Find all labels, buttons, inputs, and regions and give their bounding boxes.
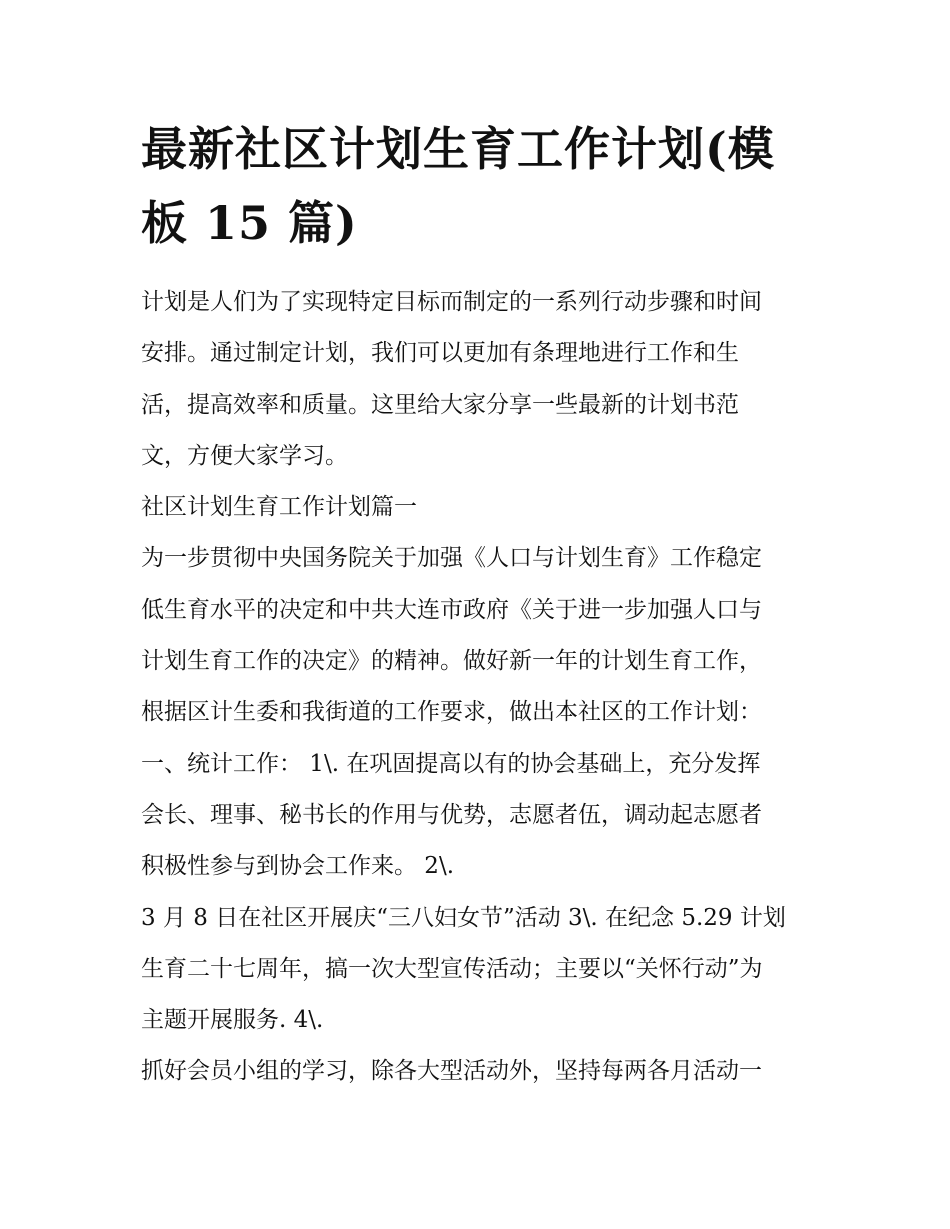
body-line-10: 一、统计工作： 1\. 在巩固提高以有的协会基础上，充分发挥 [141, 750, 761, 777]
body-line-11: 会长、理事、秘书长的作用与优势，志愿者伍，调动起志愿者 [141, 801, 762, 828]
section-heading: 社区计划生育工作计划篇一 [141, 494, 417, 521]
body-line-8: 计划生育工作的决定》的精神。做好新一年的计划生育工作， [141, 648, 762, 675]
document-body [141, 277, 821, 1098]
body-line-9: 根据区计生委和我街道的工作要求，做出本社区的工作计划： [141, 699, 762, 726]
body-line-13: 3 月 8 日在社区开展庆“三八妇女节”活动 3\. 在纪念 5.29 计划 [141, 904, 786, 931]
body-line-14: 生育二十七周年，搞一次大型宣传活动；主要以“关怀行动”为 [141, 955, 763, 982]
body-line-7: 低生育水平的决定和中共大连市政府《关于进一步加强人口与 [141, 596, 762, 623]
body-line-1: 计划是人们为了实现特定目标而制定的一系列行动步骤和时间 [141, 289, 762, 315]
body-line-15: 主题开展服务. 4\. [141, 1007, 324, 1034]
title-line-1: 最新社区计划生育工作计划(模 [141, 122, 775, 176]
body-line-3: 活，提高效率和质量。这里给大家分享一些最新的计划书范 [141, 391, 739, 418]
body-line-6: 为一步贯彻中央国务院关于加强《人口与计划生育》工作稳定 [141, 545, 762, 572]
body-line-12: 积极性参与到协会工作来。 2\. [141, 853, 455, 880]
document-title [141, 112, 821, 260]
body-line-4: 文，方便大家学习。 [141, 442, 348, 469]
body-line-2: 安排。通过制定计划，我们可以更加有条理地进行工作和生 [141, 340, 739, 367]
body-line-16: 抓好会员小组的学习，除各大型活动外，坚持每两各月活动一 [141, 1058, 762, 1085]
title-line-2: 板 15 篇) [141, 196, 358, 250]
